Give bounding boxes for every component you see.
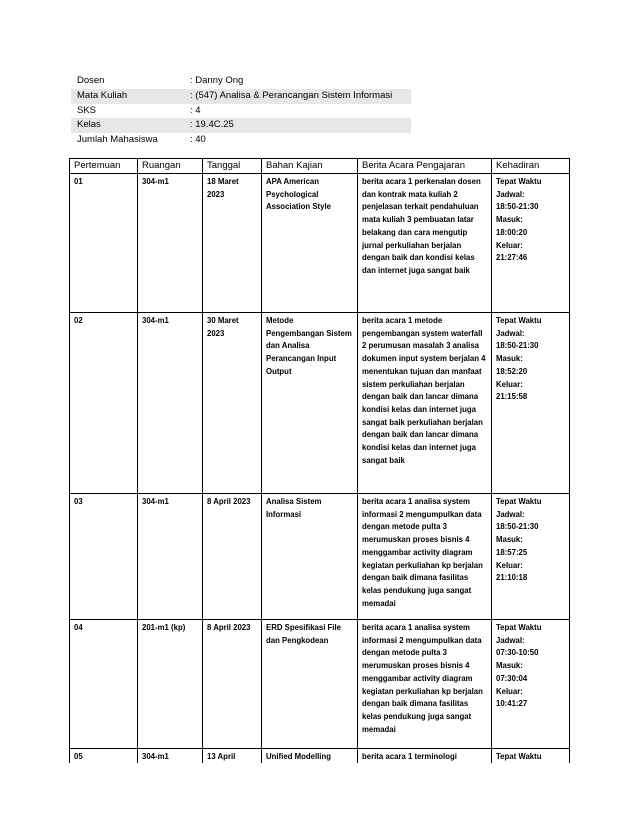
info-value: : Danny Ong <box>190 75 244 86</box>
cell-text: Tepat Waktu <box>496 752 542 761</box>
cell-text: Unified Modelling <box>266 752 331 761</box>
cell-tanggal: 8 April 2023 <box>203 494 262 620</box>
cell-kehadiran: Tepat Waktu Jadwal: 18:50-21:30 Masuk: 18:52:20 Keluar: 21:15:58 <box>492 313 570 494</box>
cell-bahan-kajian: Analisa Sistem Informasi <box>262 494 358 620</box>
info-row-dosen <box>71 74 411 89</box>
cell-pertemuan <box>70 749 138 763</box>
cell-kehadiran: Tepat Waktu Jadwal: 18:50-21:30 Masuk: 18:57:25 Keluar: 21:10:18 <box>492 494 570 620</box>
cell-kehadiran: Tepat Waktu Jadwal: 18:50-21:30 Masuk: 18:00:20 Keluar: 21:27:46 <box>492 174 570 313</box>
cell-berita-acara: berita acara 1 analisa system informasi 2 mengumpulkan data dengan metode pulta 3 merumuskan proses bisnis 4 menggambar activity diagram kegiatan perkuliahan kp berjalan dengan baik dimana fasilitas kelas pendukung juga sangat memadai <box>358 620 492 749</box>
attendance-table <box>69 158 570 763</box>
cell-bahan-kajian: Metode Pengembangan Sistem dan Analisa Perancangan Input Output <box>262 313 358 494</box>
cell-text: berita acara 1 terminologi <box>362 752 457 761</box>
cell-berita-acara: berita acara 1 metode pengembangan system waterfall 2 perumusan masalah 3 analisa dokumen input system berjalan 4 menentukan tujuan dan manfaat sistem perkuliahan berjalan dengan baik dan lancar dimana kondisi kelas dan internet juga sangat baik perkuliahan berjalan dengan baik dan lancar dimana kondisi kelas dan internet juga sangat baik <box>358 313 492 494</box>
cell-ruangan <box>138 749 203 763</box>
info-label: Kelas <box>71 118 184 133</box>
info-label: Dosen <box>77 75 105 86</box>
info-label: Mata Kuliah <box>71 89 184 104</box>
info-label: Jumlah Mahasiswa <box>77 134 158 146</box>
info-value: : (547) Analisa & Perancangan Sistem Informasi <box>184 89 411 104</box>
cell-ruangan: 201-m1 (kp) <box>138 620 203 749</box>
header-pertemuan: Pertemuan <box>70 159 138 174</box>
table-header-row <box>70 159 570 174</box>
header-bahan-kajian: Bahan Kajian <box>262 159 358 174</box>
header-berita-acara: Berita Acara Pengajaran <box>358 159 492 174</box>
header-tanggal: Tanggal <box>203 159 262 174</box>
cell-tanggal: 8 April 2023 <box>203 620 262 749</box>
table-row <box>70 749 570 763</box>
cell-pertemuan: 01 <box>70 174 138 313</box>
info-row-kelas <box>71 118 411 133</box>
table-row <box>70 620 570 749</box>
info-value: : 19.4C.25 <box>184 118 411 133</box>
cell-bahan-kajian <box>262 749 358 763</box>
table-row <box>70 494 570 620</box>
cell-text: 304-m1 <box>142 752 169 761</box>
info-row-mata-kuliah <box>71 89 411 104</box>
info-value: : 40 <box>190 134 206 146</box>
info-value: : 4 <box>190 104 201 116</box>
cell-text: 05 <box>74 752 83 761</box>
info-row-sks <box>71 104 411 119</box>
table-row <box>70 313 570 494</box>
cell-text: 13 April <box>207 752 236 761</box>
cell-berita-acara: berita acara 1 analisa system informasi 2 mengumpulkan data dengan metode pulta 3 merumuskan proses bisnis 4 menggambar activity diagram kegiatan perkuliahan kp berjalan dengan baik dimana fasilitas kelas pendukung juga sangat memadai <box>358 494 492 620</box>
cell-kehadiran <box>492 749 570 763</box>
cell-pertemuan: 03 <box>70 494 138 620</box>
cell-berita-acara <box>358 749 492 763</box>
cell-bahan-kajian: APA American Psychological Association Style <box>262 174 358 313</box>
cell-berita-acara: berita acara 1 perkenalan dosen dan kontrak mata kuliah 2 penjelasan terkait pendahuluan mata kuliah 3 pembuatan latar belakang dan cara mengutip jurnal perkuliahan berjalan dengan baik dan kondisi kelas dan internet juga sangat baik <box>358 174 492 313</box>
cell-pertemuan: 04 <box>70 620 138 749</box>
cell-ruangan: 304-m1 <box>138 494 203 620</box>
info-label: SKS <box>77 104 97 116</box>
table-row <box>70 174 570 313</box>
course-info <box>71 74 411 148</box>
cell-kehadiran: Tepat Waktu Jadwal: 07:30-10:50 Masuk: 07:30:04 Keluar: 10:41:27 <box>492 620 570 749</box>
header-ruangan: Ruangan <box>138 159 203 174</box>
cell-tanggal <box>203 749 262 763</box>
cell-tanggal: 18 Maret 2023 <box>203 174 262 313</box>
cell-tanggal: 30 Maret 2023 <box>203 313 262 494</box>
cell-pertemuan: 02 <box>70 313 138 494</box>
header-kehadiran: Kehadiran <box>492 159 570 174</box>
cell-bahan-kajian: ERD Spesifikasi File dan Pengkodean <box>262 620 358 749</box>
cell-ruangan: 304-m1 <box>138 313 203 494</box>
info-row-jumlah-mahasiswa <box>71 133 411 148</box>
cell-ruangan: 304-m1 <box>138 174 203 313</box>
